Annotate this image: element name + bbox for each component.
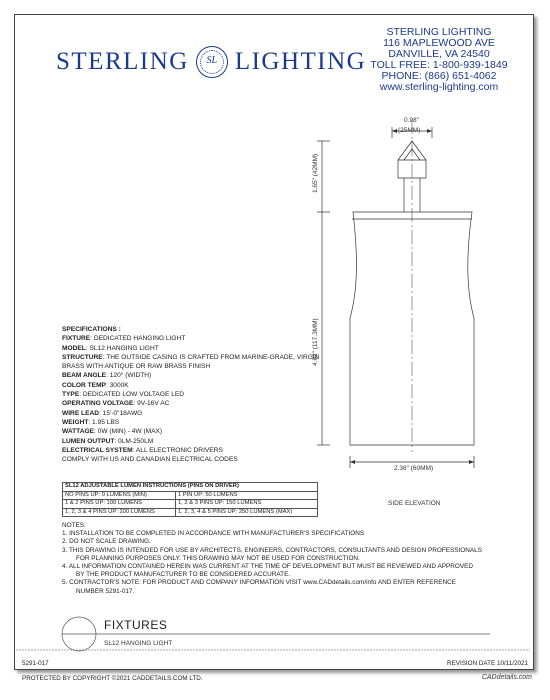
brand-right-text: LIGHTING xyxy=(234,48,367,75)
view-label: SIDE ELEVATION xyxy=(388,500,441,507)
table-row: 1, 2, 3 & 4 PINS UP: 200 LUMENS 1, 2, 3, 4 & 5 PINS UP: 250 LUMENS (MAX) xyxy=(63,508,318,517)
brand-left-text: STERLING xyxy=(56,48,189,75)
caddetails-logo[interactable]: CADdetails.com xyxy=(481,674,532,681)
table-row: 1 & 2 PINS UP: 100 LUMENS 1, 2 & 3 PINS UP: 150 LUMENS xyxy=(63,500,318,509)
dim-height-label: 4.62" (117.3MM) xyxy=(312,318,319,366)
spec-row: WIRE LEAD: 15'-0"18AWG xyxy=(62,409,143,417)
table-title: SL12 ADJUSTABLE LUMEN INSTRUCTIONS (PINS ON DRIVER) xyxy=(63,483,318,492)
brand-seal-text: SL xyxy=(206,55,218,66)
spec-row: MODEL: SL12 HANGING LIGHT xyxy=(62,344,159,352)
footer-reference: 5291-017 xyxy=(22,660,49,667)
title-block-title: FIXTURES xyxy=(104,618,168,632)
notes-heading: NOTES: xyxy=(62,522,86,529)
footer-revision-date: REVISION DATE 10/11/2021 xyxy=(447,660,528,667)
spec-row: FIXTURE: DEDICATED HANGING LIGHT xyxy=(62,335,186,343)
note-item: 4. ALL INFORMATION CONTAINED HEREIN WAS CURRENT AT THE TIME OF DEVELOPMENT BUT MUST BE REVIEWED AND APPROVED BY THE PRODUCT MANUFACTURER TO BE CONSIDERED ACCURATE. xyxy=(62,563,473,579)
spec-row: LUMEN OUTPUT: 0LM-250LM xyxy=(62,437,154,445)
specs-heading: SPECIFICATIONS : xyxy=(62,326,121,333)
spec-row: COLOR TEMP: 3000K xyxy=(62,381,129,389)
footer-copyright: PROTECTED BY COPYRIGHT ©2021 CADDETAILS.COM LTD. xyxy=(22,675,203,682)
note-item: 2. DO NOT SCALE DRAWING. xyxy=(62,538,151,546)
dim-top-mm-label: (25MM) xyxy=(398,127,421,134)
note-item: 5. CONTRACTOR'S NOTE: FOR PRODUCT AND COMPANY INFORMATION VISIT www.CADdetails.com/info AND ENTER REFERENCE NUMBER 5291-017. xyxy=(62,579,456,595)
note-item: 3. THIS DRAWING IS INTENDED FOR USE BY ARCHITECTS, ENGINEERS, CONTRACTORS, CONSULTANTS AND DESIGN PROFESSIONALS FOR PLANNING PURPOSES ONLY. THIS DRAWING MAY NOT BE USED FOR CONSTRUCTION. xyxy=(62,546,482,562)
table-row: NO PINS UP: 0 LUMENS (MIN) 1 PIN UP: 50 LUMENS xyxy=(63,491,318,500)
company-phone: PHONE: (866) 651-4062 xyxy=(381,70,497,82)
spec-row: WATTAGE: 0W (MIN) - 4W (MAX) xyxy=(62,428,163,436)
company-name: STERLING LIGHTING xyxy=(386,26,492,38)
company-city: DANVILLE, VA 24540 xyxy=(388,48,490,60)
company-toll-free: TOLL FREE: 1-800-939-1849 xyxy=(370,59,508,71)
dim-top-label: 0.98" xyxy=(404,117,419,124)
note-item: 1. INSTALLATION TO BE COMPLETED IN ACCORDANCE WITH MANUFACTURER'S SPECIFICATIONS xyxy=(62,530,365,538)
spec-row: WEIGHT: 1.95 LBS xyxy=(62,418,120,426)
spec-row: ELECTRICAL SYSTEM: ALL ELECTRONIC DRIVERS xyxy=(62,446,223,454)
dim-tip-label: 1.65" (42MM) xyxy=(312,153,319,193)
spec-row: OPERATING VOLTAGE: 9V-16V AC xyxy=(62,400,170,408)
company-website-link[interactable]: www.sterling-lighting.com xyxy=(379,81,499,93)
title-block-subtitle: SL12 HANGING LIGHT xyxy=(104,640,173,647)
spec-row: BEAM ANGLE: 120° (WIDTH) xyxy=(62,372,152,380)
company-address: 116 MAPLEWOOD AVE xyxy=(383,37,495,49)
specs-compliance: COMPLY WITH US AND CANADIAN ELECTRICAL CODES xyxy=(62,456,238,464)
spec-row: STRUCTURE: THE OUTSIDE CASING IS CRAFTED FROM MARINE-GRADE, VIRGIN BRASS WITH ANTIQUE OR RAW BRASS FINISH xyxy=(62,353,320,371)
spec-row: TYPE: DEDICATED LOW VOLTAGE LED xyxy=(62,391,185,399)
dim-width-label: 2.36" (60MM) xyxy=(394,465,434,472)
